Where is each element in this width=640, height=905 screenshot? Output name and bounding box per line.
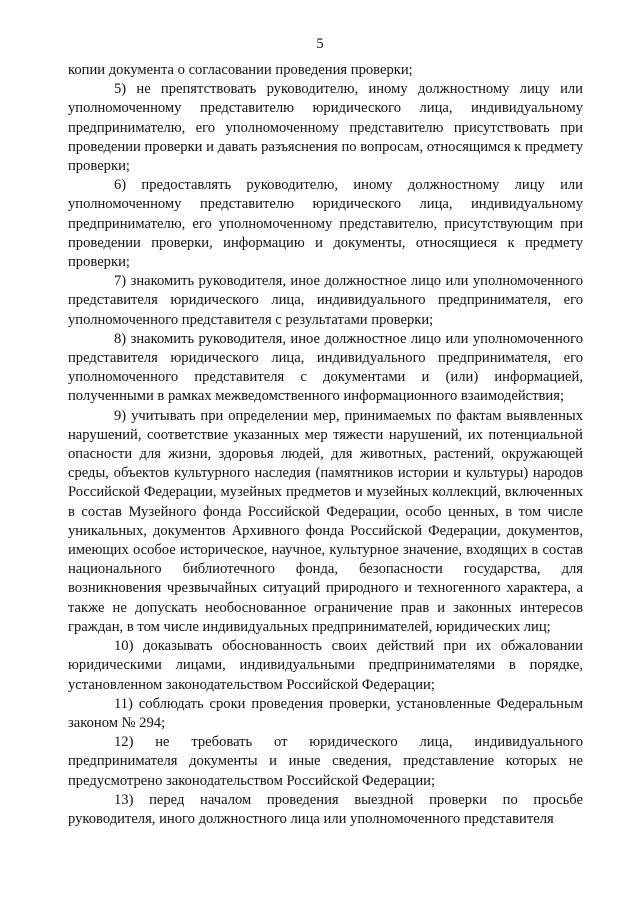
page-number: 5 [316,36,324,52]
document-body [68,61,583,829]
paragraph-item-13: 13) перед началом проведения выездной проверки по просьбе руководителя, иного должностного лица или уполномоченного представителя [68,791,583,827]
paragraph-item-12: 12) не требовать от юридического лица, индивидуального предпринимателя документы и иные сведения, представление которых не предусмотрено законодательством Российской Федерации; [68,734,583,789]
paragraph-item-8: 8) знакомить руководителя, иное должностное лицо или уполномоченного представителя юридического лица, индивидуального предпринимателя, его уполномоченного представителя с документами и (или) информацией, полученными в рамках межведомственного информационного взаимодействия; [68,330,583,405]
paragraph-item-5: 5) не препятствовать руководителю, иному должностному лицу или уполномоченному представителю юридического лица, индивидуальному предпринимателю, его уполномоченному представителю присутствовать при проведении проверки и давать разъяснения по вопросам, относящимся к предмету проверки; [68,81,583,175]
paragraph-item-11: 11) соблюдать сроки проведения проверки, установленные Федеральным законом № 294; [68,695,583,731]
paragraph-item-7: 7) знакомить руководителя, иное должностное лицо или уполномоченного представителя юридического лица, индивидуального предпринимателя, его уполномоченного представителя с результатами проверки; [68,273,583,328]
paragraph-item-9: 9) учитывать при определении мер, принимаемых по фактам выявленных нарушений, соответствие указанных мер тяжести нарушений, их потенциальной опасности для жизни, здоровья людей, для животных, растений, окружающей среды, объектов культурного наследия (памятников истории и культуры) народов Российской Федерации, музейных предметов и музейных коллекций, включенных в состав Музейного фонда Российской Федерации, особо ценных, в том числе уникальных, документов Архивного фонда Российской Федерации, документов, имеющих особое историческое, научное, культурное значение, входящих в состав национального библиотечного фонда, безопасности государства, для возникновения чрезвычайных ситуаций природного и техногенного характера, а также не допускать необоснованное ограничение прав и законных интересов граждан, в том числе индивидуальных предпринимателей, юридических лиц; [68,407,583,635]
paragraph-item-10: 10) доказывать обоснованность своих действий при их обжаловании юридическими лицами, индивидуальными предпринимателями в порядке, установленном законодательством Российской Федерации; [68,638,583,693]
paragraph-item-6: 6) предоставлять руководителю, иному должностному лицу или уполномоченному представителю юридического лица, индивидуальному предпринимателю, его уполномоченному представителю, присутствующим при проведении проверки, информацию и документы, относящиеся к предмету проверки; [68,177,583,271]
paragraph-continuation: копии документа о согласовании проведения проверки; [68,62,413,78]
